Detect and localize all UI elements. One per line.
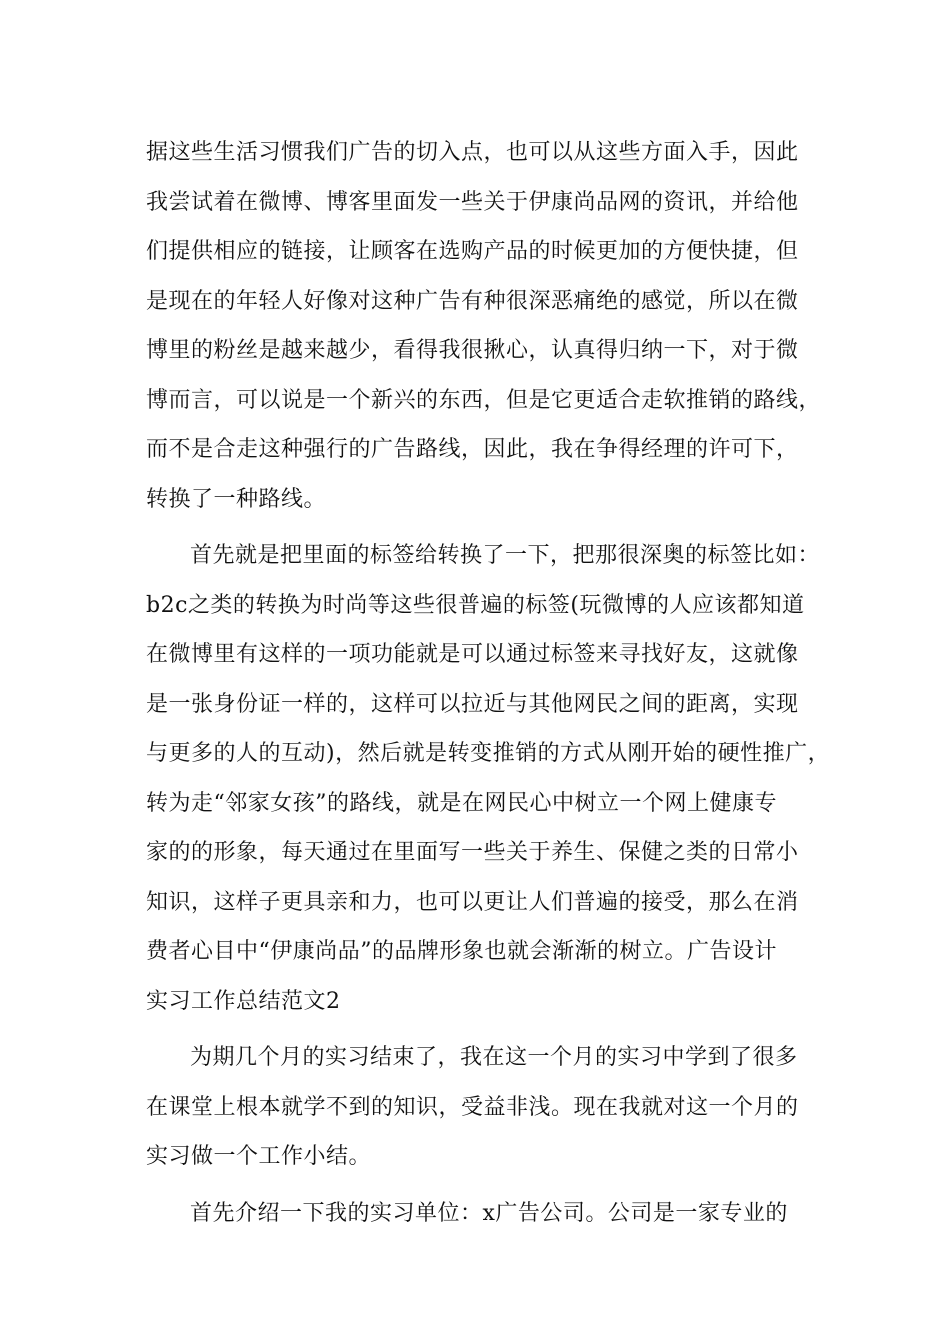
- text-line: 转换了一种路线。: [146, 486, 327, 512]
- document-body: [146, 128, 831, 1238]
- text-line: 博而言，可以说是一个新兴的东西，但是它更适合走软推销的路线，: [146, 387, 822, 413]
- text-line: 据这些生活习惯我们广告的切入点，也可以从这些方面入手，因此: [146, 140, 799, 165]
- text-line: 在微博里有这样的一项功能就是可以通过标签来寻找好友，这就像: [146, 642, 799, 667]
- text-line: 转为走“邻家女孩”的路线，就是在网民心中树立一个网上健康专: [146, 790, 777, 816]
- section-title: 实习工作总结范文2: [146, 988, 341, 1014]
- text-line: 与更多的人的互动)，然后就是转变推销的方式从刚开始的硬性推广，: [146, 741, 831, 766]
- text-line: 费者心目中“伊康尚品”的品牌形象也就会渐渐的树立。广告设计: [146, 939, 777, 964]
- text-line: b2c之类的转换为时尚等这些很普遍的标签(玩微博的人应该都知道: [146, 592, 805, 618]
- text-line: 为期几个月的实习结束了，我在这一个月的实习中学到了很多: [190, 1045, 798, 1070]
- text-line: 知识，这样子更具亲和力，也可以更让人们普遍的接受，那么在消: [146, 889, 799, 915]
- text-line: 博里的粉丝是越来越少，看得我很揪心，认真得归纳一下，对于微: [146, 338, 799, 363]
- text-line: 实习做一个工作小结。: [146, 1144, 372, 1169]
- text-line: 首先介绍一下我的实习单位：x广告公司。公司是一家专业的: [190, 1200, 788, 1226]
- text-line: 我尝试着在微博、博客里面发一些关于伊康尚品网的资讯，并给他: [146, 189, 799, 215]
- text-line: 在课堂上根本就学不到的知识，受益非浅。现在我就对这一个月的: [146, 1094, 799, 1120]
- text-line: 是一张身份证一样的，这样可以拉近与其他网民之间的距离，实现: [146, 691, 799, 717]
- text-line: 而不是合走这种强行的广告路线，因此，我在争得经理的许可下，: [146, 437, 799, 462]
- text-line: 首先就是把里面的标签给转换了一下，把那很深奥的标签比如：: [190, 543, 821, 568]
- text-line: 家的的形象，每天通过在里面写一些关于养生、保健之类的日常小: [146, 840, 799, 865]
- text-line: 们提供相应的链接，让顾客在选购产品的时候更加的方便快捷，但: [146, 239, 799, 264]
- text-line: 是现在的年轻人好像对这种广告有种很深恶痛绝的感觉，所以在微: [146, 288, 799, 314]
